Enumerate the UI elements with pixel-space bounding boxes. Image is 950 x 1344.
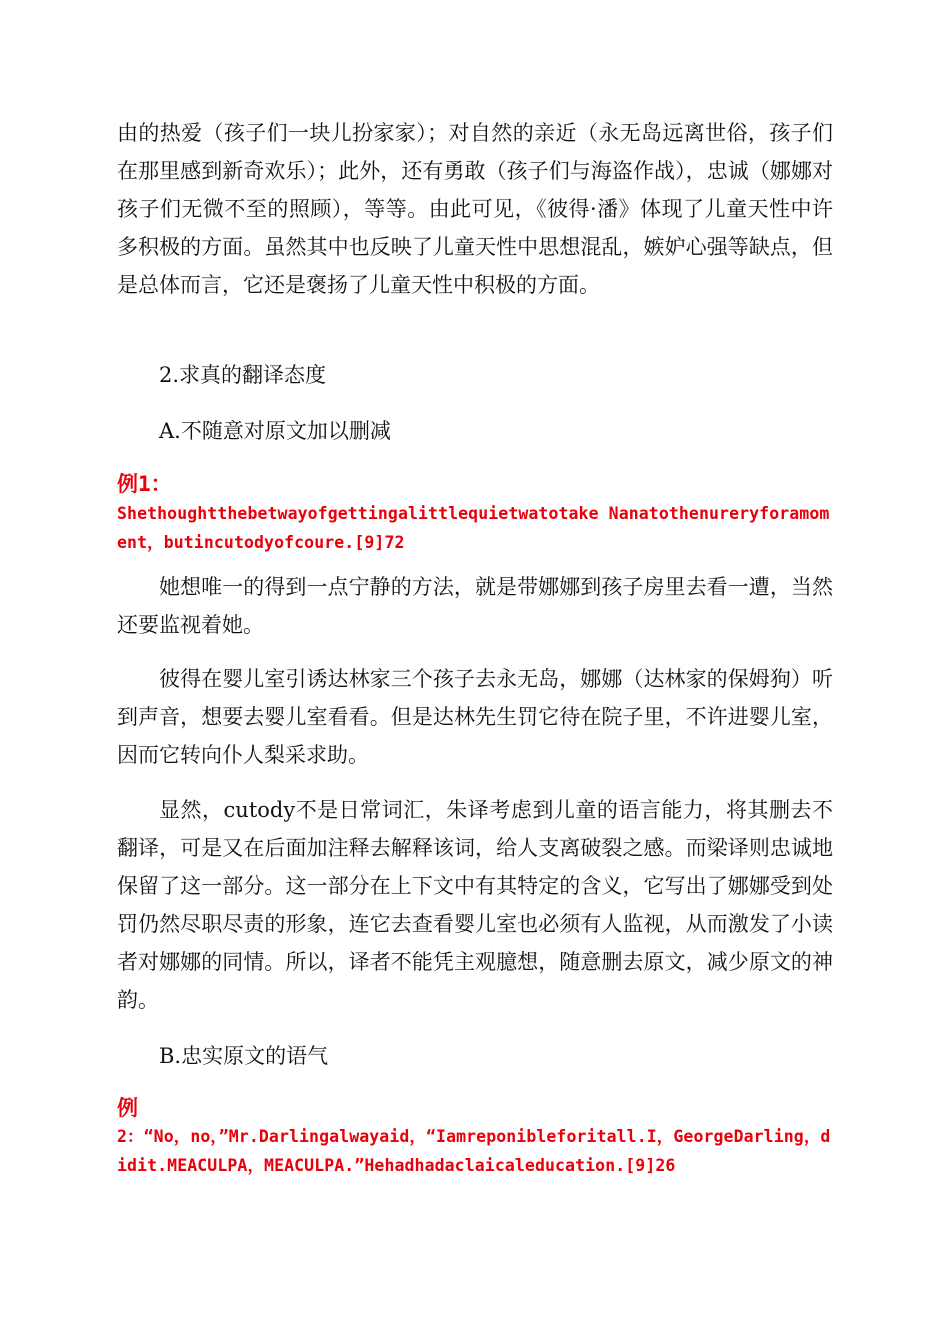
section-heading-2: 2.求真的翻译态度 bbox=[159, 363, 327, 387]
subheading-a: A.不随意对原文加以删减 bbox=[159, 419, 391, 443]
example-2-label: 例 bbox=[117, 1096, 138, 1120]
paragraph-child-nature: 由的热爱（孩子们一块儿扮家家）；对自然的亲近（永无岛远离世俗，孩子们在那里感到新奇欢乐）；此外，还有勇敢（孩子们与海盗作战），忠诚（娜娜对孩子们无微不至的照顾），等等。由此可见，《彼得·潘》体现了儿童天性中许多积极的方面。虽然其中也反映了儿童天性中思想混乱，嫉妒心强等缺点，但是总体而言，它还是褒扬了儿童天性中积极的方面。 bbox=[117, 121, 833, 297]
paragraph-context: 彼得在婴儿室引诱达林家三个孩子去永无岛，娜娜（达林家的保姆狗）听到声音，想要去婴儿室看看。但是达林先生罚它待在院子里，不许进婴儿室，因而它转向仆人梨采求助。 bbox=[117, 667, 833, 767]
subheading-b: B.忠实原文的语气 bbox=[159, 1044, 329, 1068]
paragraph-analysis: 显然，cutody不是日常词汇，朱译考虑到儿童的语言能力，将其删去不翻译，可是又在后面加注释去解释该词，给人支离破裂之感。而梁译则忠诚地保留了这一部分。这一部分在上下文中有其特定的含义，它写出了娜娜受到处罚仍然尽职尽责的形象，连它去查看婴儿室也必须有人监视，从而激发了小读者对娜娜的同情。所以，译者不能凭主观臆想，随意删去原文，减少原文的神韵。 bbox=[117, 798, 833, 1012]
paragraph-translation-1: 她想唯一的得到一点宁静的方法，就是带娜娜到孩子房里去看一遭，当然还要监视着她。 bbox=[117, 575, 833, 637]
example-2-text: 2：“No，no，”Mr.Darlingalwayaid，“Iamreponibleforitall.I，GeorgeDarling，didit.MEACULPA，MEACULPA.”Hehadhadaclaicaleducation.[9]26 bbox=[117, 1127, 831, 1175]
example-1-label: 例1： bbox=[117, 472, 172, 496]
example-1-text: Shethoughtthebetwayofgettingalittlequietwatotake Nanatothenureryforamoment，butincutodyofcoure.[9]72 bbox=[117, 504, 830, 552]
